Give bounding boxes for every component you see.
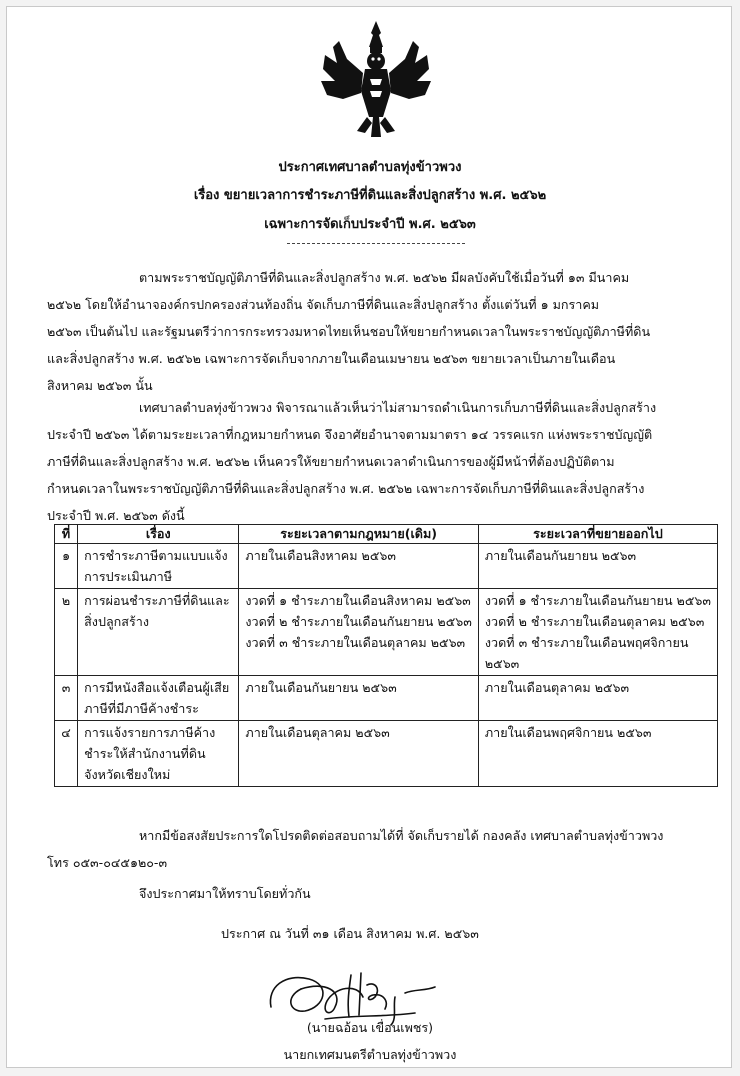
announcement-subject: เรื่อง ขยายเวลาการชำระภาษีที่ดินและสิ่งปลูกสร้าง พ.ศ. ๒๕๖๒ <box>193 188 547 203</box>
paragraph-line: และสิ่งปลูกสร้าง พ.ศ. ๒๕๖๒ เฉพาะการจัดเก็บจากภายในเดือนเมษายน ๒๕๖๓ ขยายเวลาเป็นภายในเดือน <box>47 351 616 366</box>
col-header-extended: ระยะเวลาที่ขยายออกไป <box>478 525 717 544</box>
cell-line: งวดที่ ๑ ชำระภายในเดือนสิงหาคม ๒๕๖๓ <box>245 593 471 608</box>
table-header-row <box>55 525 718 544</box>
paragraph-line: กำหนดเวลาในพระราชบัญญัติภาษีที่ดินและสิ่งปลูกสร้าง พ.ศ. ๒๕๖๒ เฉพาะการจัดเก็บภาษีที่ดินและสิ่งปลูกสร้าง <box>47 481 645 496</box>
signatory-position <box>7 1041 733 1068</box>
cell-line: การประเมินภาษี <box>84 569 172 584</box>
row-extended <box>478 544 717 589</box>
cell-line: ๒๕๖๓ <box>484 656 520 671</box>
cell-line: การผ่อนชำระภาษีที่ดินและ <box>84 593 230 608</box>
contact-line: หากมีข้อสงสัยประการใดโปรดติดต่อสอบถามได้ที่ จัดเก็บรายได้ กองคลัง เทศบาลตำบลทุ่งข้าวพวง <box>139 828 664 843</box>
cell-line: จังหวัดเชียงใหม่ <box>84 767 171 782</box>
cell-line: ภายในเดือนพฤศจิกายน ๒๕๖๓ <box>484 725 652 740</box>
extension-table <box>54 524 718 787</box>
paragraph-line: สิงหาคม ๒๕๖๓ นั้น <box>47 378 153 393</box>
paragraph-background <box>47 264 707 399</box>
table-row <box>55 676 718 721</box>
paragraph-decision <box>47 394 707 529</box>
cell-line: ภายในเดือนสิงหาคม ๒๕๖๓ <box>245 548 396 563</box>
cell-line: งวดที่ ๓ ชำระภายในเดือนพฤศจิกายน <box>484 635 689 650</box>
cell-line: การชำระภาษีตามแบบแจ้ง <box>84 548 228 563</box>
signatory-name <box>7 1014 733 1041</box>
row-topic <box>78 544 239 589</box>
cell-line: งวดที่ ๑ ชำระภายในเดือนกันยายน ๒๕๖๓ <box>484 593 711 608</box>
cell-line: งวดที่ ๓ ชำระภายในเดือนตุลาคม ๒๕๖๓ <box>245 635 466 650</box>
col-header-topic: เรื่อง <box>78 525 239 544</box>
row-original <box>239 676 478 721</box>
announcement-page <box>6 6 732 1068</box>
title-divider <box>287 243 465 244</box>
row-number: ๒ <box>55 589 78 676</box>
cell-line: สิ่งปลูกสร้าง <box>84 614 149 629</box>
cell-line: ภาษีที่มีภาษีค้างชำระ <box>84 701 199 716</box>
contact-paragraph <box>47 822 707 876</box>
signatory-name-text: (นายฉอ้อน เขื่อนเพชร) <box>306 1020 434 1035</box>
paragraph-line: ๒๕๖๓ เป็นต้นไป และรัฐมนตรีว่าการกระทรวงมหาดไทยเห็นชอบให้ขยายกำหนดเวลาในพระราชบัญญัติภาษีที่ดิน <box>47 324 651 339</box>
paragraph-line: ภาษีที่ดินและสิ่งปลูกสร้าง พ.ศ. ๒๕๖๒ เห็นควรให้ขยายกำหนดเวลาดำเนินการของผู้มีหน้าที่ต้องปฏิบัติตาม <box>47 454 615 469</box>
row-number: ๔ <box>55 721 78 787</box>
cell-line: ชำระให้สำนักงานที่ดิน <box>84 746 206 761</box>
paragraph-line: ๒๕๖๒ โดยให้อำนาจองค์กรปกครองส่วนท้องถิ่น จัดเก็บภาษีที่ดินและสิ่งปลูกสร้าง ตั้งแต่วันที่ ๑ มกราคม <box>47 297 600 312</box>
cell-line: ภายในเดือนตุลาคม ๒๕๖๓ <box>484 680 630 695</box>
row-extended <box>478 676 717 721</box>
contact-line: โทร ๐๕๓-๐๔๕๑๒๐-๓ <box>47 855 168 870</box>
row-topic <box>78 721 239 787</box>
table-row <box>55 544 718 589</box>
announcement-scope: เฉพาะการจัดเก็บประจำปี พ.ศ. ๒๕๖๓ <box>264 217 476 232</box>
announcement-title: ประกาศเทศบาลตำบลทุ่งข้าวพวง <box>278 160 462 175</box>
cell-line: ภายในเดือนตุลาคม ๒๕๖๓ <box>245 725 390 740</box>
col-header-no: ที่ <box>55 525 78 544</box>
garuda-emblem <box>317 19 435 141</box>
row-number: ๓ <box>55 676 78 721</box>
col-header-original: ระยะเวลาตามกฎหมาย(เดิม) <box>239 525 478 544</box>
date-line: ประกาศ ณ วันที่ ๓๑ เดือน สิงหาคม พ.ศ. ๒๕๖๓ <box>221 926 479 941</box>
row-topic <box>78 676 239 721</box>
cell-line: งวดที่ ๒ ชำระภายในเดือนกันยายน ๒๕๖๓ <box>245 614 472 629</box>
announce-line: จึงประกาศมาให้ทราบโดยทั่วกัน <box>139 886 311 901</box>
cell-line: ภายในเดือนกันยายน ๒๕๖๓ <box>484 548 637 563</box>
row-original <box>239 589 478 676</box>
paragraph-line: เทศบาลตำบลทุ่งข้าวพวง พิจารณาแล้วเห็นว่าไม่สามารถดำเนินการเก็บภาษีที่ดินและสิ่งปลูกสร้าง <box>139 400 657 415</box>
paragraph-line: ประจำปี ๒๕๖๓ ได้ตามระยะเวลาที่กฎหมายกำหนด จึงอาศัยอำนาจตามมาตรา ๑๔ วรรคแรก แห่งพระราชบัญญัติ <box>47 427 653 442</box>
row-extended <box>478 721 717 787</box>
paragraph-line: ประจำปี พ.ศ. ๒๕๖๓ ดังนี้ <box>47 508 185 523</box>
row-number: ๑ <box>55 544 78 589</box>
cell-line: การมีหนังสือแจ้งเตือนผู้เสีย <box>84 680 230 695</box>
row-topic <box>78 589 239 676</box>
table-row <box>55 589 718 676</box>
row-original <box>239 544 478 589</box>
table-row <box>55 721 718 787</box>
cell-line: การแจ้งรายการภาษีค้าง <box>84 725 216 740</box>
row-original <box>239 721 478 787</box>
paragraph-line: ตามพระราชบัญญัติภาษีที่ดินและสิ่งปลูกสร้าง พ.ศ. ๒๕๖๒ มีผลบังคับใช้เมื่อวันที่ ๑๓ มีนาคม <box>139 270 630 285</box>
row-extended <box>478 589 717 676</box>
signatory-position-text: นายกเทศมนตรีตำบลทุ่งข้าวพวง <box>283 1047 457 1062</box>
cell-line: ภายในเดือนกันยายน ๒๕๖๓ <box>245 680 397 695</box>
cell-line: งวดที่ ๒ ชำระภายในเดือนตุลาคม ๒๕๖๓ <box>484 614 705 629</box>
